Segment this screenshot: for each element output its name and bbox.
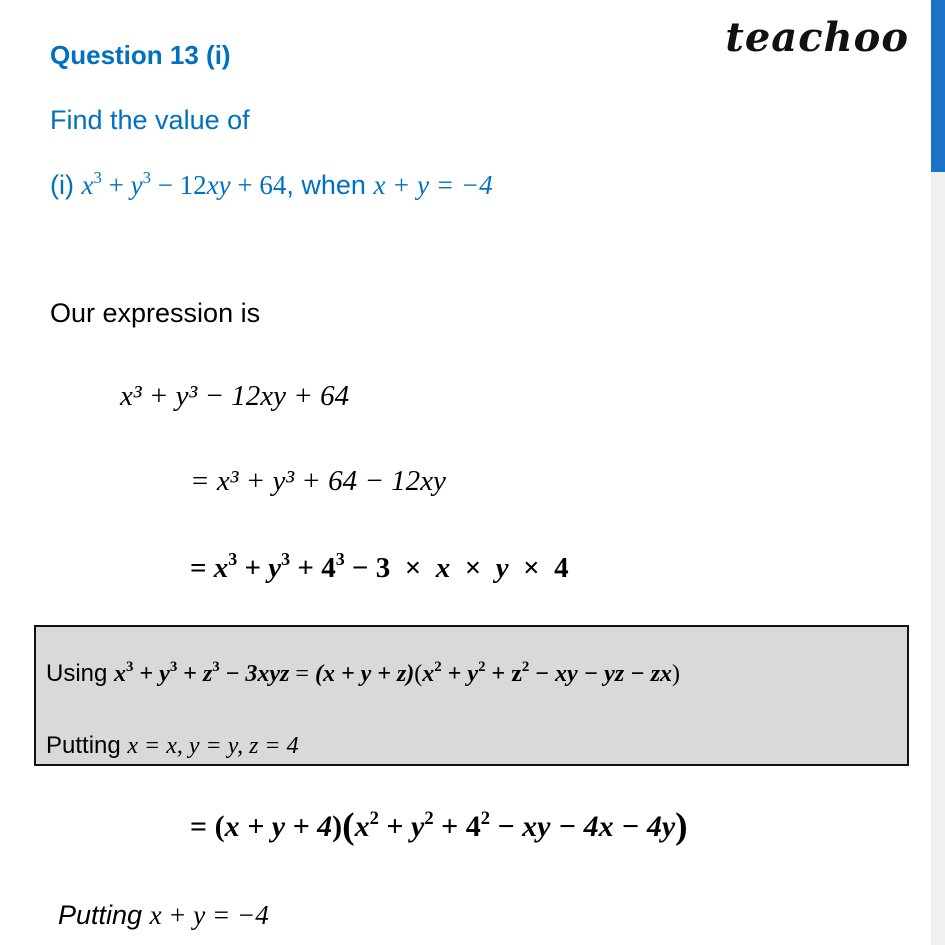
solution-step-4: = $(x + y + 4)(x^2 + y^2 + 4^2$ − xy − 4x − 4y) (190, 805, 688, 847)
question-condition: x + y = −4 (373, 170, 493, 200)
putting-values: x = x, y = y, z = 4 (127, 733, 299, 759)
vertical-scrollbar[interactable] (931, 0, 945, 945)
question-title: Question 13 (i) (50, 40, 231, 70)
identity-lhs: $x^3 + y^3 + z^3 - 3xyz$ (114, 659, 290, 687)
formula-using-line: Using $x^3 + y^3 + z^3 - 3xyz = (x + y + z)(x^2 + y^2 + z^2$ − xy − yz − zx) (46, 659, 681, 687)
solution-step-5 (58, 900, 269, 931)
solution-intro: Our expression is (50, 298, 261, 328)
putting-word: Putting (58, 900, 150, 930)
question-prefix: (i) (50, 170, 82, 200)
formula-putting-line (46, 732, 299, 760)
question-expression-math: $x^3 + y^3 - 12xy + 64$ (81, 168, 287, 200)
formula-box (34, 625, 909, 766)
putting-label: Putting (46, 732, 128, 759)
solution-step-1: x³ + y³ − 12xy + 64 (120, 380, 350, 412)
solution-step-2: = x³ + y³ + 64 − 12xy (190, 465, 446, 497)
identity-rhs-factor: (x + y + z) (314, 661, 415, 687)
identity-rhs-quadratic: $x^2 + y^2 + z^2$ − xy − yz − zx (422, 659, 673, 687)
condition-prefix: , when (286, 170, 374, 200)
question-expression (50, 170, 493, 201)
teachoo-logo[interactable]: teachoo (725, 14, 909, 61)
putting-condition: x + y = −4 (149, 900, 269, 930)
question-text: Find the value of (50, 105, 250, 135)
using-label: Using (46, 660, 115, 687)
scrollbar-thumb[interactable] (931, 0, 945, 172)
solution-step-3: = $x^3 + y^3 + 4^3 - 3 \times x \times y \times 4$ (190, 549, 569, 584)
